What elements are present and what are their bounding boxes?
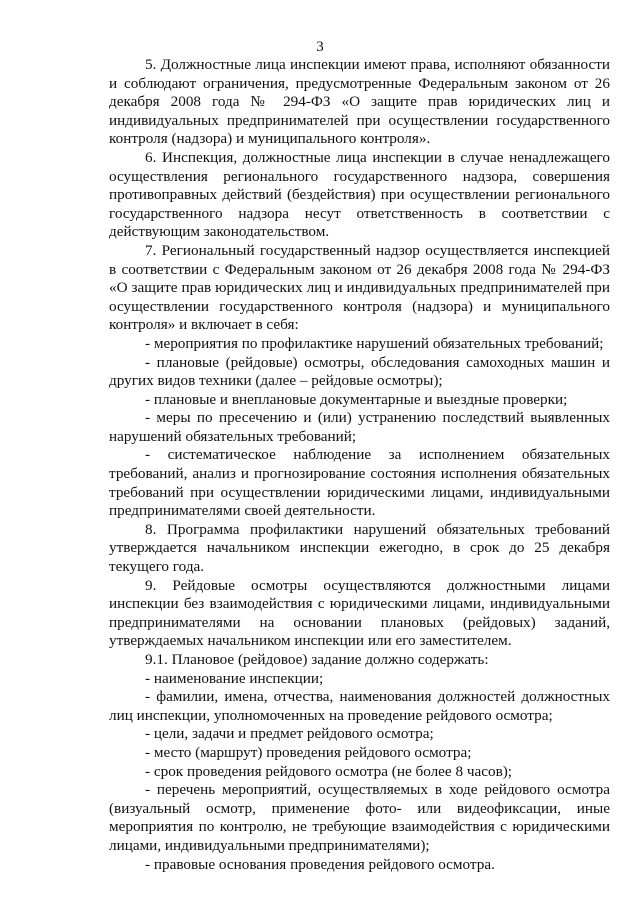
list-item: - систематическое наблюдение за исполнением обязательных требований, анализ и прогнозирование состояния исполнения обязательных требований при осуществлении юридическими лицами, индивидуальными предпринимателями своей деятельности. [109, 446, 610, 520]
list-item: - меры по пресечению и (или) устранению последствий выявленных нарушений обязательных требований; [109, 409, 610, 445]
paragraph-6: 6. Инспекция, должностные лица инспекции в случае ненадлежащего осуществления регионального государственного надзора, совершения противоправных действий (бездействия) при осуществлении регионального государственного надзора несут ответственность в соответствии с действующим законодательством. [109, 148, 610, 241]
list-item: - цели, задачи и предмет рейдового осмотра; [145, 725, 434, 743]
paragraph-7: 7. Региональный государственный надзор осуществляется инспекцией в соответствии с Федеральным законом от 26 декабря 2008 года № 294-ФЗ «О защите прав юридических лиц и индивидуальных предпринимателей при осуществлении государственного контроля (надзора) и муниципального контроля» и включает в себя: [109, 241, 610, 334]
list-item: - срок проведения рейдового осмотра (не более 8 часов); [145, 762, 513, 780]
paragraph-9-1: 9.1. Плановое (рейдовое) задание должно содержать: [145, 651, 489, 668]
list-item: - правовые основания проведения рейдового осмотра. [145, 855, 495, 873]
paragraph-5: 5. Должностные лица инспекции имеют права, исполняют обязанности и соблюдают ограничения, предусмотренные Федеральным законом от 26 декабря 2008 года № 294-ФЗ «О защите прав юридических лиц и индивидуальных предпринимателей при осуществлении государственного контроля (надзора) и муниципального контроля». [109, 56, 610, 148]
list-item: - плановые и внеплановые документарные и выездные проверки; [145, 390, 568, 408]
list-item: - наименование инспекции; [145, 669, 324, 687]
list-item: - плановые (рейдовые) осмотры, обследования самоходных машин и других видов техники (далее – рейдовые осмотры); [109, 353, 610, 390]
list-item: - перечень мероприятий, осуществляемых в ходе рейдового осмотра (визуальный осмотр, применение фото- или видеофиксации, иные мероприятия по контролю, не требующие взаимодействия с юридическими лицами, индивидуальными предпринимателями); [109, 781, 610, 854]
document-body [109, 56, 610, 874]
list-item: - мероприятия по профилактике нарушений обязательных требований; [145, 334, 604, 352]
paragraph-8: 8. Программа профилактики нарушений обязательных требований утверждается начальником инспекции ежегодно, в срок до 25 декабря текущего года. [109, 520, 610, 576]
list-item: - место (маршрут) проведения рейдового осмотра; [145, 743, 472, 761]
list-item: - фамилии, имена, отчества, наименования должностей должностных лиц инспекции, уполномоченных на проведение рейдового осмотра; [109, 688, 610, 724]
paragraph-9: 9. Рейдовые осмотры осуществляются должностными лицами инспекции без взаимодействия с юридическими лицами, индивидуальными предпринимателями на основании плановых (рейдовых) заданий, утверждаемых начальником инспекции или его заместителем. [109, 576, 610, 650]
page-number: 3 [316, 39, 324, 55]
